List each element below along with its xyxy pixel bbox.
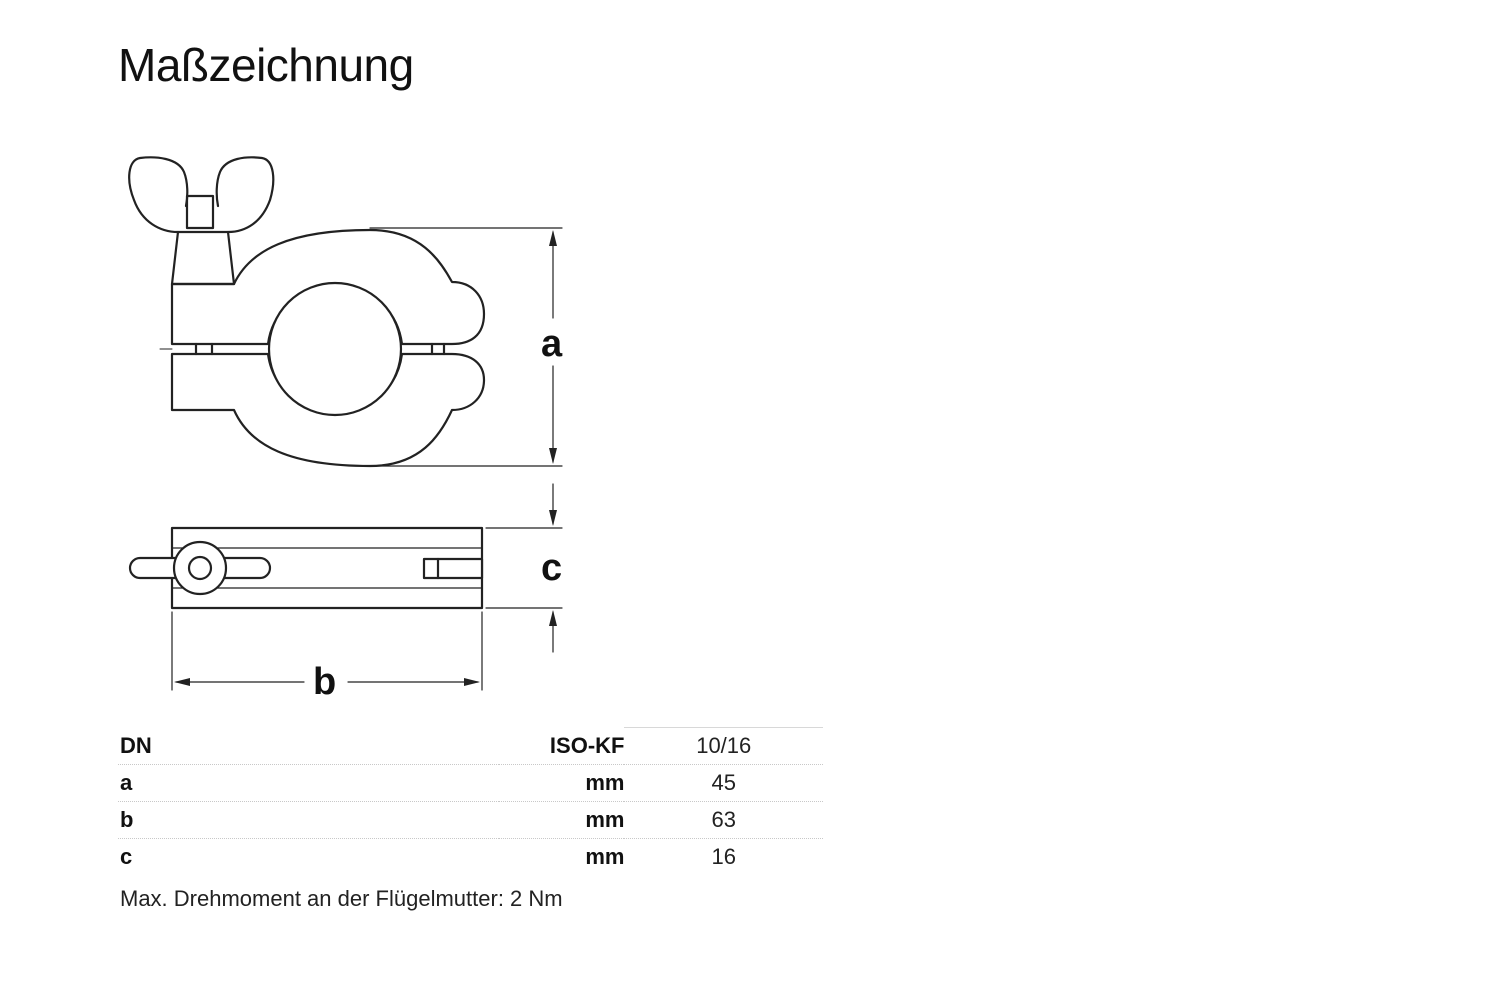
- row-unit: mm: [499, 765, 625, 802]
- table-header-row: [118, 728, 823, 765]
- clamp-front-view: [129, 157, 484, 466]
- row-param: c: [120, 844, 133, 869]
- row-unit: mm: [499, 802, 625, 839]
- row-param: a: [118, 765, 499, 802]
- row-param: b: [118, 802, 499, 839]
- table-header-value: 10/16: [624, 728, 823, 765]
- dimension-table: [118, 727, 823, 875]
- table-header-unit: ISO-KF: [499, 728, 625, 765]
- row-value: 16: [711, 844, 736, 869]
- dimension-label-a: a: [541, 323, 563, 365]
- table-header-param: DN: [118, 728, 499, 765]
- torque-note: Max. Drehmoment an der Flügelmutter: 2 Nm: [120, 886, 563, 911]
- row-unit: mm: [585, 844, 625, 869]
- table-row: [118, 839, 823, 876]
- row-value: 63: [624, 802, 823, 839]
- dimension-label-c: c: [541, 547, 563, 589]
- dimension-label-b: b: [313, 661, 337, 703]
- row-value: 45: [624, 765, 823, 802]
- table-row: [118, 802, 823, 839]
- page-title: Maßzeichnung: [118, 39, 414, 91]
- table-row: [118, 765, 823, 802]
- clamp-side-view: [130, 528, 482, 608]
